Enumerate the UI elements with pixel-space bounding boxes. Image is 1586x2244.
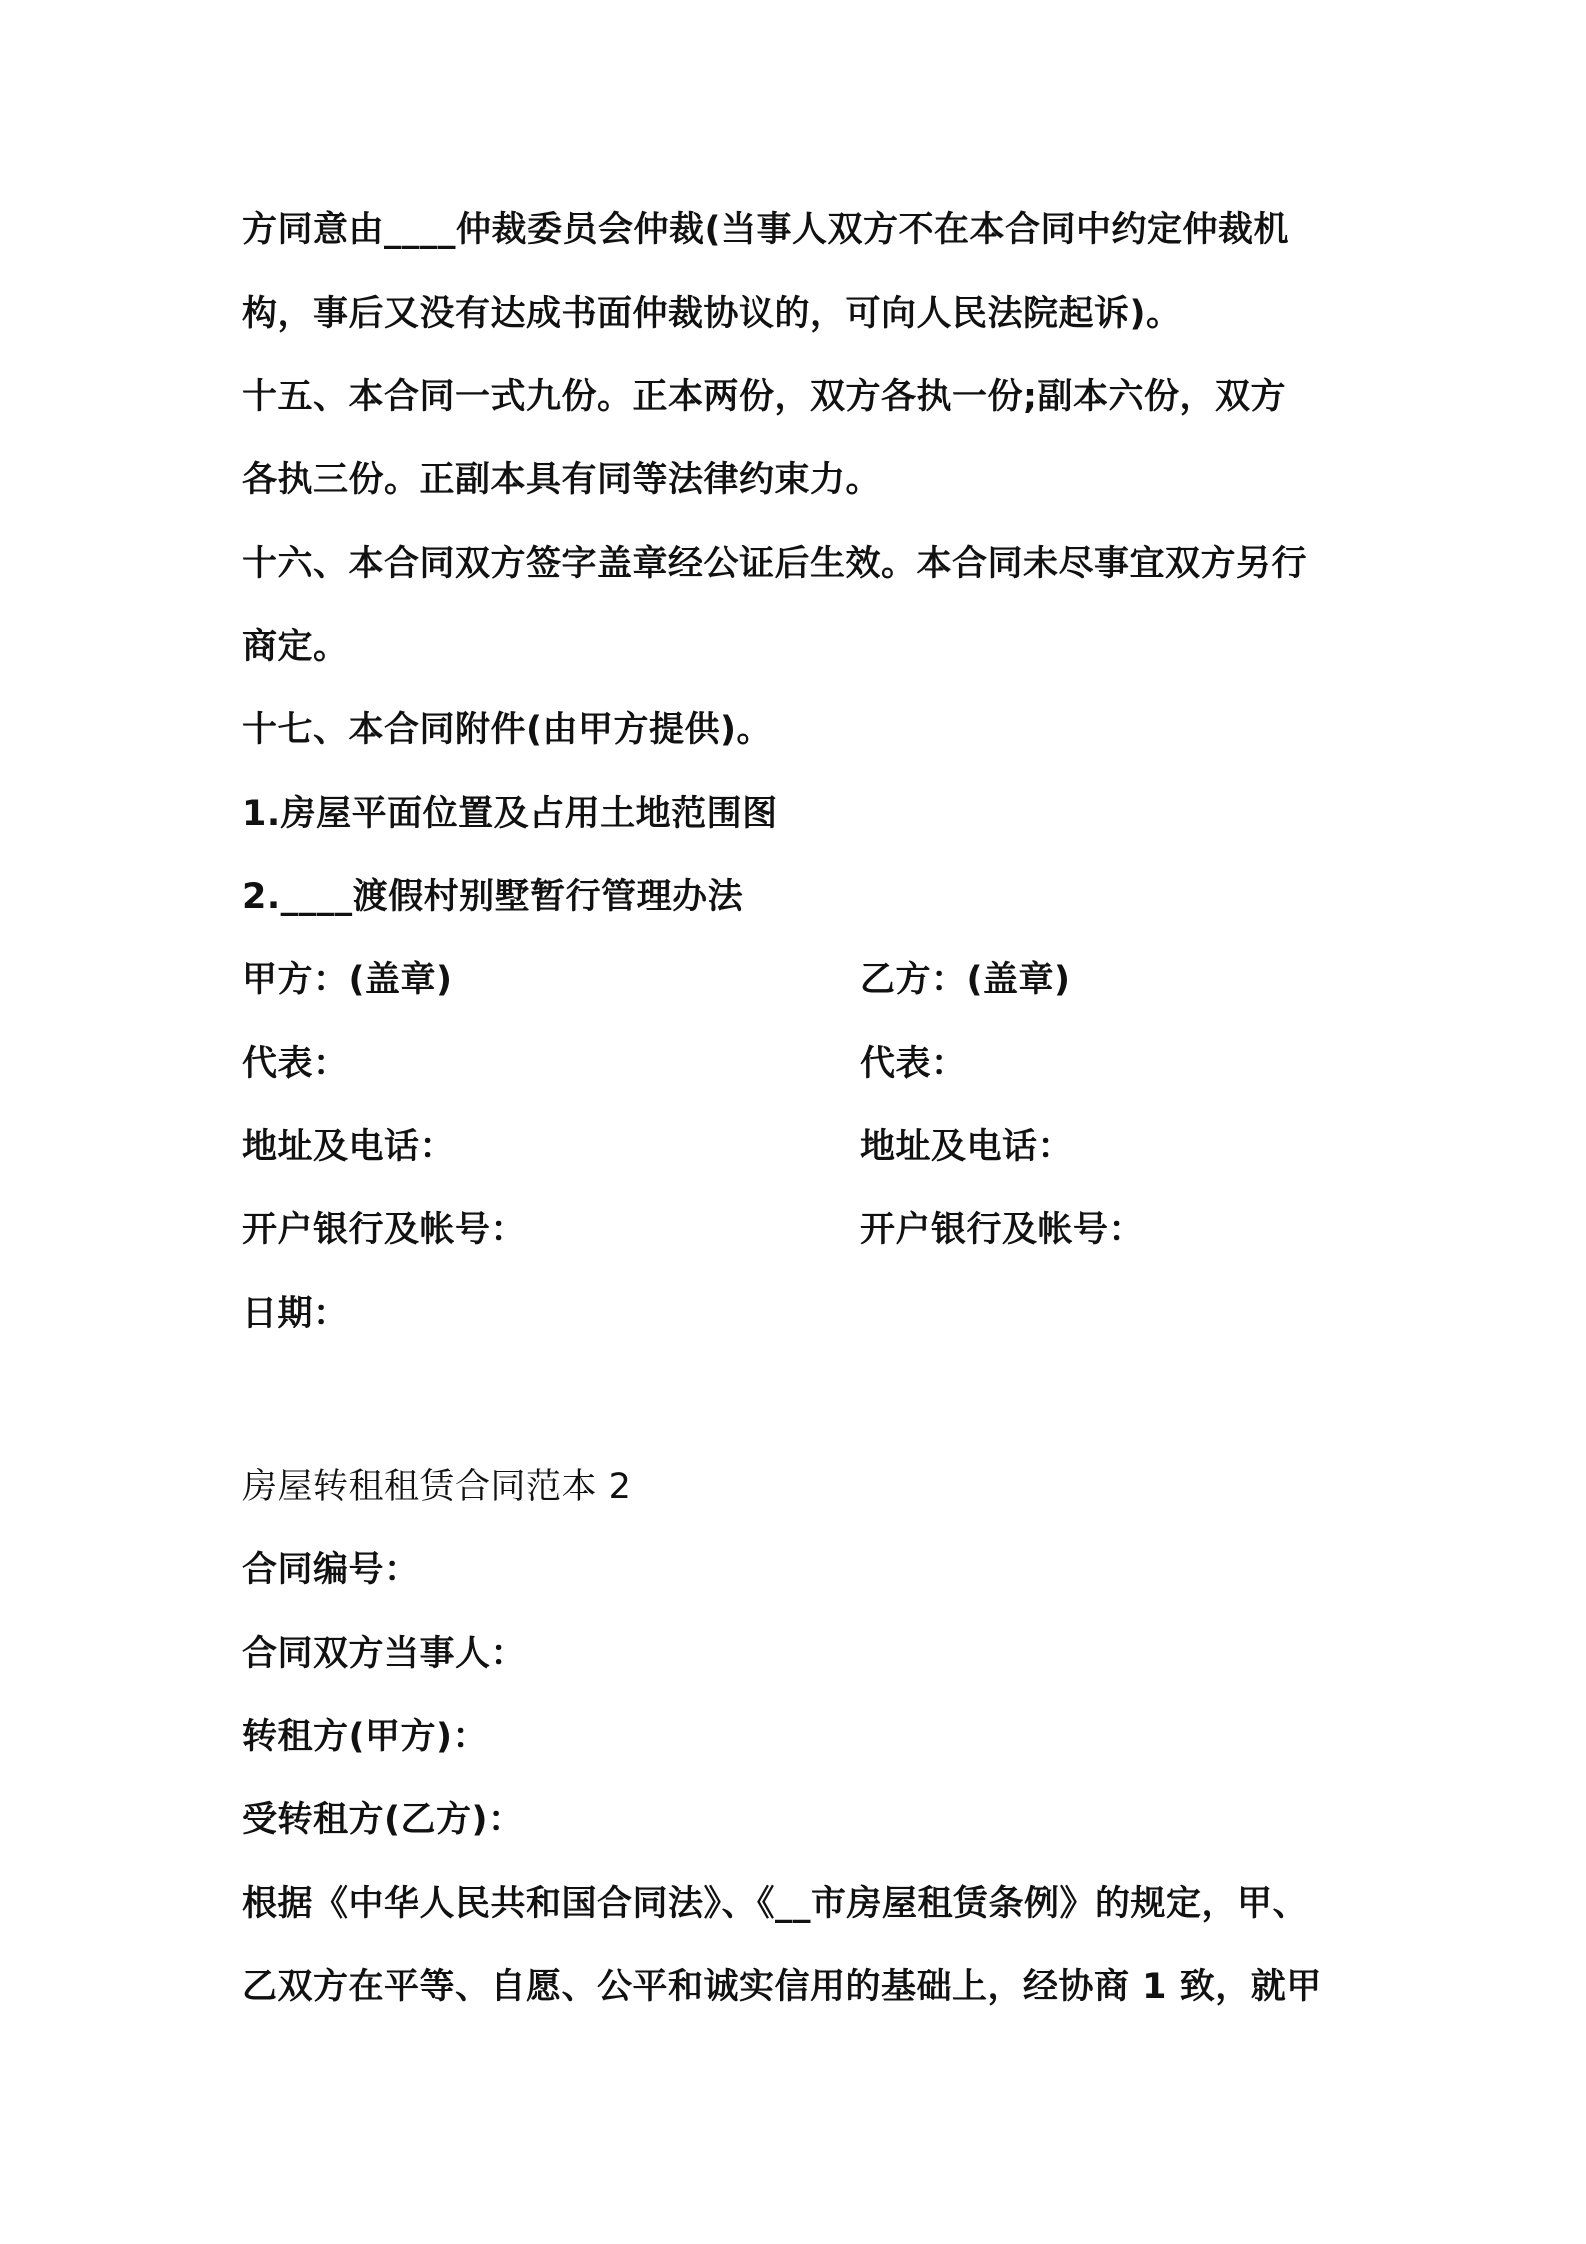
intro-line1: 根据《中华人民共和国合同法》、《__市房屋租赁条例》的规定，甲、 (242, 1884, 1309, 1924)
party-a-address-phone: 地址及电话： (242, 1127, 456, 1167)
paragraph-arbitration-line1: 方同意由____仲裁委员会仲裁(当事人双方不在本合同中约定仲裁机 (242, 210, 1289, 250)
intro-line2: 乙双方在平等、自愿、公平和诚实信用的基础上，经协商 1 致，就甲 (242, 1967, 1322, 2007)
party-a-representative: 代表： (242, 1044, 349, 1084)
clause-17: 十七、本合同附件(由甲方提供)。 (242, 710, 772, 750)
party-b-seal: 乙方：(盖章) (860, 960, 1071, 1000)
party-b-bank-account: 开户银行及帐号： (860, 1210, 1145, 1250)
section-2-title: 房屋转租租赁合同范本 2 (242, 1467, 632, 1507)
clause-16-line2: 商定。 (242, 627, 349, 667)
clause-16-line1: 十六、本合同双方签字盖章经公证后生效。本合同未尽事宜双方另行 (242, 544, 1308, 584)
contract-number: 合同编号： (242, 1550, 420, 1590)
sublessor: 转租方(甲方)： (242, 1717, 488, 1757)
paragraph-arbitration-line2: 构，事后又没有达成书面仲裁协议的，可向人民法院起诉)。 (242, 294, 1182, 334)
attachment-2: 2.____渡假村别墅暂行管理办法 (242, 877, 744, 917)
sublessee: 受转租方(乙方)： (242, 1800, 524, 1840)
party-a-bank-account: 开户银行及帐号： (242, 1210, 527, 1250)
clause-15-line2: 各执三份。正副本具有同等法律约束力。 (242, 460, 882, 500)
party-b-address-phone: 地址及电话： (860, 1127, 1074, 1167)
party-a-date: 日期： (242, 1294, 349, 1334)
party-a-seal: 甲方：(盖章) (242, 960, 453, 1000)
attachment-1: 1.房屋平面位置及占用土地范围图 (242, 794, 778, 834)
party-b-representative: 代表： (860, 1044, 967, 1084)
clause-15-line1: 十五、本合同一式九份。正本两份，双方各执一份;副本六份，双方 (242, 377, 1286, 417)
contract-parties: 合同双方当事人： (242, 1634, 527, 1674)
